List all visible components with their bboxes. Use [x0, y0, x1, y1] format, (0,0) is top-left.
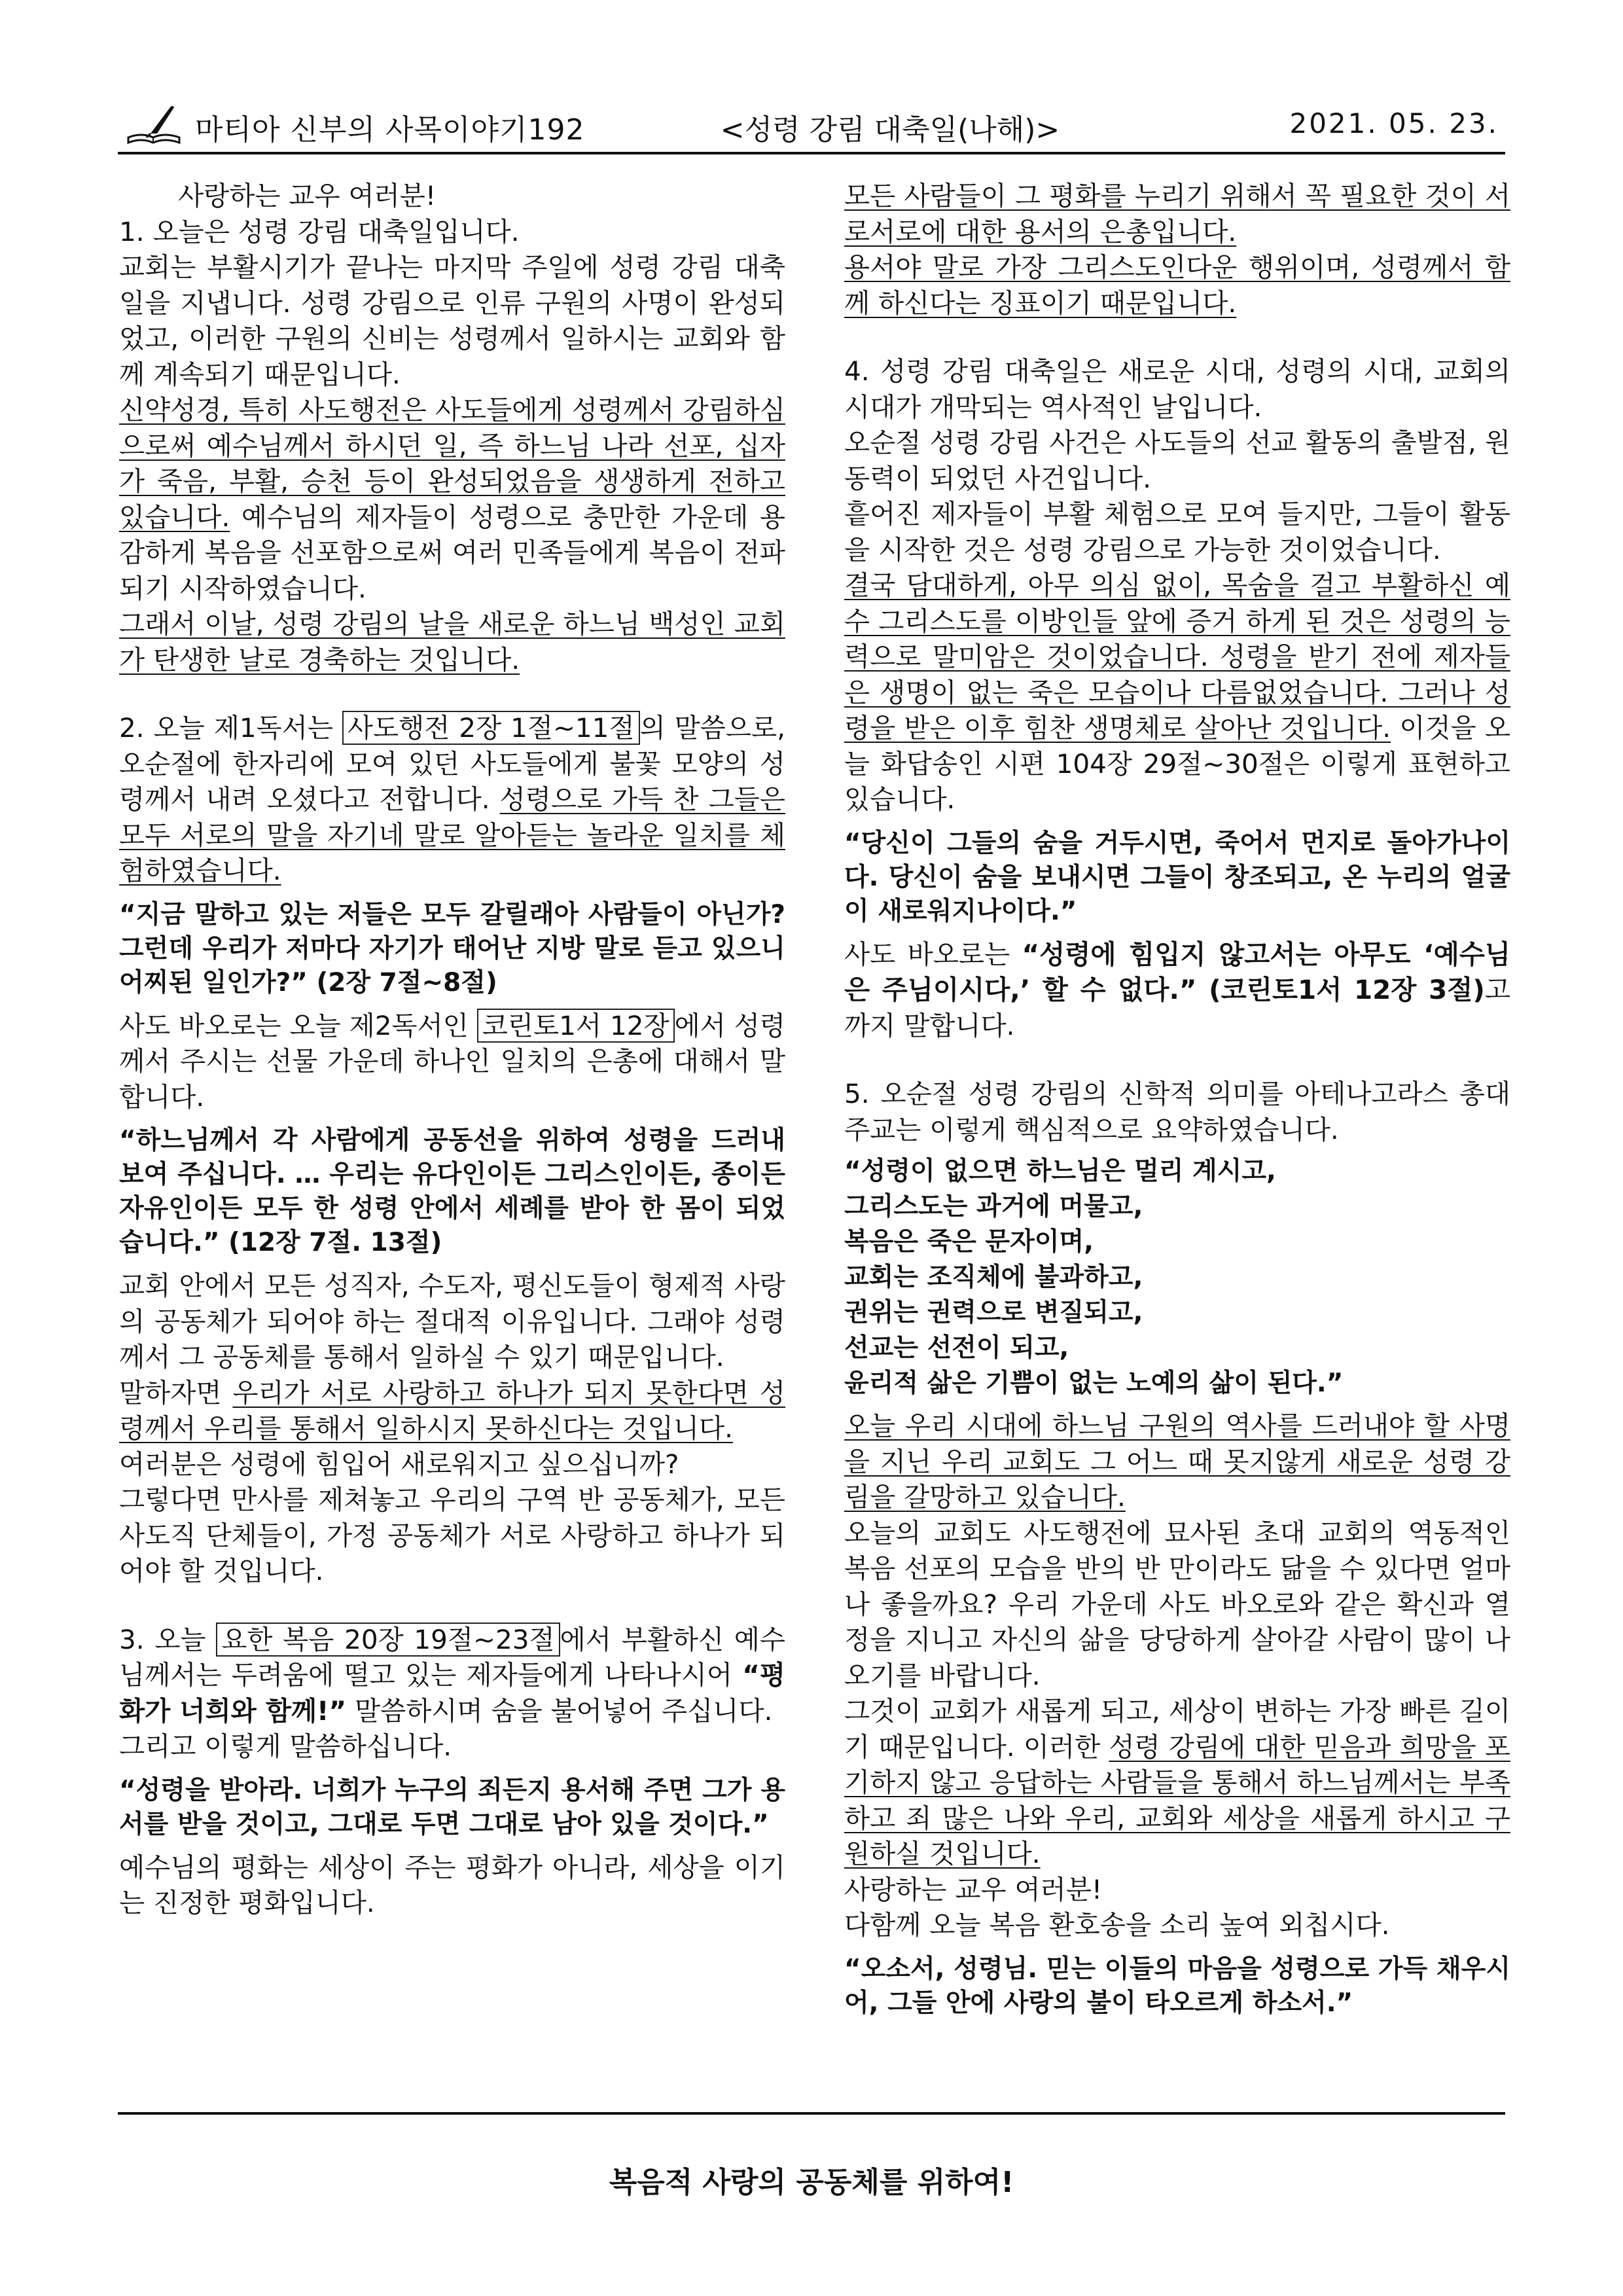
scripture-reference: 코린토1서 12장 [477, 1009, 675, 1043]
section-5-heading: 5. 오순절 성령 강림의 신학적 의미를 아테나고라스 총대주교는 이렇게 핵심적으로 요약하였습니다. [844, 1078, 1510, 1145]
section-5-paragraph [844, 1408, 1510, 1515]
section-2-paragraph [119, 710, 785, 889]
section-2-paragraph: 여러분은 성령에 힘입어 새로워지고 싶으십니까? [119, 1448, 679, 1480]
bold-quote: “성령에 힘입지 않고서는 아무도 ‘예수님은 주님이시다,’ 할 수 없다.” (코린토1서 12장 3절) [844, 938, 1510, 1005]
paragraph-text: 사도 바오로는 [844, 938, 1022, 970]
section-5-paragraph: 다함께 오늘 복음 환호송을 소리 높여 외칩시다. [844, 1909, 1390, 1941]
series-title: 마티아 신부의 사목이야기192 [195, 113, 585, 147]
underlined-text: 성령으로 가득 찬 그들은 모두 서로의 말을 자기네 말로 알아듣는 놀라운 일치를 체험하였습니다. [119, 783, 785, 886]
section-1-paragraph [119, 606, 785, 677]
underlined-text: 결국 담대하게, 아무 의심 없이, 목숨을 걸고 부활하신 예수 그리스도를 이방인들 앞에 증거 하게 된 것은 성령의 능력으로 말미암은 것이었습니다. 성령을 받기 전에 제자들은 생명이 없는 죽은 모습이나 다름없었습니다. 그러나 성령을 받은 이후 힘찬 생명체로 살아난 것입니다. [844, 569, 1510, 744]
footer-motto: 복음적 사랑의 공동체를 위하여! [609, 2166, 1014, 2199]
right-column [844, 178, 1510, 2028]
left-column [119, 178, 785, 1921]
header-divider [118, 152, 1505, 154]
quote-line: 교회는 조직체에 불과하고, [844, 1263, 1143, 1292]
feast-title: <성령 강림 대축일(나해)> [720, 113, 1060, 147]
quote-line: 그리스도는 과거에 머물고, [844, 1192, 1143, 1221]
psalm-quote: “당신이 그들의 숨을 거두시면, 죽어서 먼지로 돌아가나이다. 당신이 숨을 보내시면 그들이 창조되고, 온 누리의 얼굴이 새로워지나이다.” [844, 828, 1510, 926]
quote-line: 복음은 죽은 문자이며, [844, 1227, 1094, 1257]
section-4-paragraph [844, 937, 1510, 1044]
footer-divider [118, 2112, 1505, 2115]
underlined-text: 성령 강림에 대한 믿음과 희망을 포기하지 않고 응답하는 사람들을 통해서 하느님께서는 부족하고 죄 많은 나와 우리, 교회와 세상을 새롭게 하시고 구원하실 것입니다. [844, 1731, 1510, 1869]
issue-date: 2021. 05. 23. [1289, 107, 1499, 139]
section-5-paragraph [844, 1693, 1510, 1872]
section-4-paragraph: 오순절 성령 강림 사건은 사도들의 선교 활동의 출발점, 원동력이 되었던 사건입니다. [844, 427, 1510, 494]
section-3-paragraph: 그리고 이렇게 말씀하십니다. [119, 1731, 452, 1762]
paragraph-text: 에서 성령께서 주시는 선물 가운데 하나인 일치의 은총에 대해서 말합니다. [119, 1009, 785, 1113]
acclamation-quote: “오소서, 성령님. 믿는 이들의 마음을 성령으로 가득 채우시어, 그들 안에 사랑의 불이 타오르게 하소서.” [844, 1954, 1510, 2018]
underlined-text: 그래서 이날, 성령 강림의 날을 새로운 하느님 백성인 교회가 탄생한 날로 경축하는 것입니다. [119, 608, 785, 675]
bold-quote: “평화가 너희와 함께!” [119, 1659, 785, 1727]
paragraph-text: 3. 오늘 [119, 1623, 217, 1655]
paragraph-text: 그것이 교회가 새롭게 되고, 세상이 변하는 가장 빠른 길이기 때문입니다. 이러한 [844, 1695, 1510, 1763]
section-4-paragraph: 흩어진 제자들이 부활 체험으로 모여 들지만, 그들이 활동을 시작한 것은 성령 강림으로 가능한 것이었습니다. [844, 498, 1510, 565]
quote-line: 선교는 선전이 되고, [844, 1333, 1069, 1363]
section-4-heading: 4. 성령 강림 대축일은 새로운 시대, 성령의 시대, 교회의 시대가 개막되는 역사적인 날입니다. [844, 355, 1510, 423]
section-3-paragraph: 예수님의 평화는 세상이 주는 평화가 아니라, 세상을 이기는 진정한 평화입니다. [119, 1851, 785, 1918]
section-3-paragraph [119, 1622, 785, 1729]
patriarch-quote [844, 1154, 1510, 1401]
underlined-text: 오늘 우리 시대에 하느님 구원의 역사를 드러내야 할 사명을 지닌 우리 교회도 그 어느 때 못지않게 새로운 성령 강림을 갈망하고 있습니다. [844, 1410, 1510, 1513]
section-5-paragraph: 오늘의 교회도 사도행전에 묘사된 초대 교회의 역동적인 복음 선포의 모습을 반의 반 만이라도 닮을 수 있다면 얼마나 좋을까요? 우리 가운데 사도 바오로와 같은 확신과 열정을 지니고 자신의 삶을 당당하게 살아갈 사람이 많이 나오기를 바랍니다. [844, 1516, 1510, 1691]
section-2-paragraph: 그렇다면 만사를 제쳐놓고 우리의 구역 반 공동체가, 모든 사도직 단체들이, 가정 공동체가 서로 사랑하고 하나가 되어야 할 것입니다. [119, 1484, 785, 1587]
scripture-quote: “성령을 받아라. 너희가 누구의 죄든지 용서해 주면 그가 용서를 받을 것이고, 그대로 두면 그대로 남아 있을 것이다.” [119, 1775, 785, 1839]
section-4-paragraph [844, 567, 1510, 817]
paragraph-text: 고 까지 말합니다. [844, 974, 1510, 1041]
paragraph-text: 의 말씀으로, 오순절에 한자리에 모여 있던 사도들에게 불꽃 모양의 성령께서 내려 오셨다고 전합니다. [119, 712, 785, 815]
quill-and-book-icon [124, 103, 183, 149]
scripture-quote: “지금 말하고 있는 저들은 모두 갈릴래아 사람들이 아닌가? 그런데 우리가 저마다 자기가 태어난 지방 말로 듣고 있으니 어찌된 일인가?” (2장 7절~8절) [119, 899, 785, 997]
section-2-paragraph: 교회 안에서 모든 성직자, 수도자, 평신도들이 형제적 사랑의 공동체가 되어야 하는 절대적 이유입니다. 그래야 성령께서 그 공동체를 통해서 일하실 수 있기 때문입니다. [119, 1270, 785, 1372]
paragraph-text: 사도 바오로는 오늘 제2독서인 [119, 1009, 477, 1041]
scripture-quote: “하느님께서 각 사람에게 공동선을 위하여 성령을 드러내 보여 주십니다. … 우리는 유다인이든 그리스인이든, 종이든 자유인이든 모두 한 성령 안에서 세례를 받아 한 몸이 되었습니다.” (12장 7절. 13절) [119, 1126, 785, 1257]
underlined-text: 우리가 서로 사랑하고 하나가 되지 못한다면 성령께서 우리를 통해서 일하시지 못하신다는 것입니다. [119, 1376, 785, 1444]
paragraph-text: 말하자면 [119, 1376, 233, 1408]
section-1-heading: 1. 오늘은 성령 강림 대축일입니다. [119, 215, 520, 247]
section-1-paragraph [119, 392, 785, 606]
section-3-paragraph [844, 178, 1510, 249]
scripture-reference: 사도행전 2장 1절~11절 [342, 711, 640, 745]
quote-line: “성령이 없으면 하느님은 멀리 계시고, [844, 1157, 1276, 1186]
paragraph-text: 말씀하시며 숨을 불어넣어 주십니다. [346, 1695, 773, 1727]
quote-line: 권위는 권력으로 변질되고, [844, 1298, 1143, 1327]
section-5-paragraph: 사랑하는 교우 여러분! [844, 1873, 1103, 1905]
scripture-reference: 요한 복음 20장 19절~23절 [216, 1623, 560, 1657]
paragraph-text: 예수님의 제자들이 성령으로 충만한 가운데 용감하게 복음을 선포함으로써 여러 민족들에게 복음이 전파되기 시작하였습니다. [119, 501, 785, 604]
underlined-text: 모든 사람들이 그 평화를 누리기 위해서 꼭 필요한 것이 서로서로에 대한 용서의 은총입니다. [844, 180, 1510, 247]
section-1-paragraph: 교회는 부활시기가 끝나는 마지막 주일에 성령 강림 대축일을 지냅니다. 성령 강림으로 인류 구원의 사명이 완성되었고, 이러한 구원의 신비는 성령께서 일하시는 교회와 함께 계속되기 때문입니다. [119, 251, 785, 390]
underlined-text: 신약성경, 특히 사도행전은 사도들에게 성령께서 강림하심으로써 예수님께서 하시던 일, 즉 하느님 나라 선포, 십자가 죽음, 부활, 승천 등이 완성되었음을 생생하게 전하고 있습니다. [119, 394, 785, 533]
section-2-paragraph [119, 1375, 785, 1446]
underlined-text: 용서야 말로 가장 그리스도인다운 행위이며, 성령께서 함께 하신다는 징표이기 때문입니다. [844, 251, 1510, 319]
section-2-paragraph [119, 1008, 785, 1115]
page-header [118, 92, 1505, 157]
section-3-paragraph [844, 249, 1510, 321]
greeting: 사랑하는 교우 여러분! [178, 180, 437, 211]
quote-line: 윤리적 삶은 기쁨이 없는 노예의 삶이 된다.” [844, 1369, 1344, 1398]
paragraph-text: 에서 부활하신 예수님께서는 두려움에 떨고 있는 제자들에게 나타나시어 [119, 1623, 785, 1691]
paragraph-text: 2. 오늘 제1독서는 [119, 712, 342, 744]
paragraph-text: 이것을 오늘 화답송인 시편 104장 29절~30절은 이렇게 표현하고 있습니다. [844, 712, 1511, 815]
